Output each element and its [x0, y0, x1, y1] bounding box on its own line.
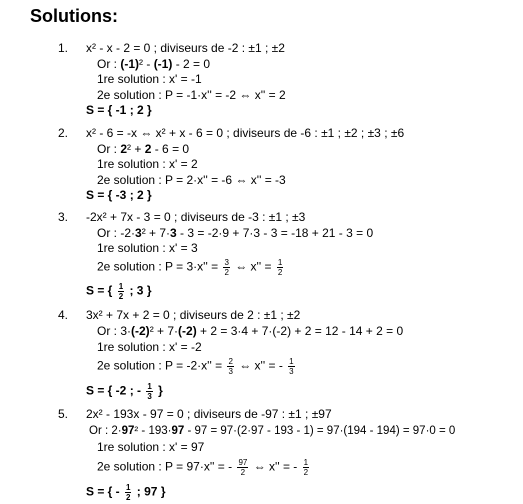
equation-line: x² - x - 2 = 0 ; diviseurs de -2 : ±1 ; ±2 — [86, 41, 285, 55]
first-solution: 1re solution : x' = 3 — [97, 241, 198, 255]
second-solution: 2e solution : P = 2·x'' = -6 ⇔ x'' = -3 — [97, 173, 286, 187]
verification-line: Or : -2·3² + 7·3 - 3 = -2·9 + 7·3 - 3 = -18 + 21 - 3 = 0 — [97, 226, 374, 240]
fraction: $\frac{1}{3}$ — [147, 382, 152, 401]
solution-set: S = { - $\frac{1}{2}$ ; 97 } — [86, 483, 166, 502]
first-solution: 1re solution : x' = 2 — [97, 157, 198, 171]
item-number: 2. — [58, 126, 69, 140]
fraction: $\frac{1}{2}$ — [126, 483, 131, 502]
item-number: 4. — [58, 308, 69, 322]
equation-line: -2x² + 7x - 3 = 0 ; diviseurs de -3 : ±1 ; ±3 — [86, 210, 306, 224]
fraction: $\frac{3}{2}$ — [224, 258, 229, 277]
page-title: Solutions: — [30, 6, 118, 26]
second-solution: 2e solution : P = 97·x'' = - $\frac{97}{2}$ ⇔ x'' = - $\frac{1}{2}$ — [97, 458, 309, 477]
first-solution: 1re solution : x' = -2 — [97, 340, 202, 354]
verification-line: Or : 2·97² - 193·97 - 97 = 97·(2·97 - 193 - 1) = 97·(194 - 194) = 97·0 = 0 — [89, 425, 456, 437]
item-number: 1. — [58, 41, 69, 55]
second-solution: 2e solution : P = -1·x'' = -2 ⇔ x'' = 2 — [97, 88, 286, 102]
second-solution: 2e solution : P = -2·x'' = $\frac{2}{3}$ ⇔ x'' = - $\frac{1}{3}$ — [97, 357, 294, 376]
solution-set: S = { -2 ; - $\frac{1}{3}$ } — [86, 382, 163, 401]
equation-line: 2x² - 193x - 97 = 0 ; diviseurs de -97 : ±1 ; ±97 — [86, 407, 332, 421]
solution-set: S = { -3 ; 2 } — [86, 188, 152, 202]
fraction: $\frac{1}{2}$ — [118, 282, 124, 301]
item-number: 5. — [58, 407, 69, 421]
verification-line: Or : (-1)² - (-1) - 2 = 0 — [97, 57, 211, 71]
equation-line: x² - 6 = -x ⇔ x² + x - 6 = 0 ; diviseurs de -6 : ±1 ; ±2 ; ±3 ; ±6 — [86, 126, 405, 140]
second-solution: 2e solution : P = 3·x'' = $\frac{3}{2}$ ⇔ x'' = $\frac{1}{2}$ — [97, 258, 283, 277]
first-solution: 1re solution : x' = -1 — [97, 72, 202, 86]
solution-set: S = { -1 ; 2 } — [86, 103, 152, 117]
item-number: 3. — [58, 210, 69, 224]
equation-line: 3x² + 7x + 2 = 0 ; diviseurs de 2 : ±1 ; ±2 — [86, 308, 301, 322]
fraction: $\frac{97}{2}$ — [238, 458, 248, 477]
fraction: $\frac{2}{3}$ — [228, 357, 233, 376]
solution-set: S = { $\frac{1}{2}$ ; 3 } — [86, 282, 152, 301]
verification-line: Or : 2² + 2 - 6 = 0 — [97, 142, 190, 156]
first-solution: 1re solution : x' = 97 — [97, 440, 205, 454]
fraction: $\frac{1}{3}$ — [289, 357, 294, 376]
fraction: $\frac{1}{2}$ — [277, 258, 283, 277]
fraction: $\frac{1}{2}$ — [303, 458, 309, 477]
verification-line: Or : 3·(-2)² + 7·(-2) + 2 = 3·4 + 7·(-2) + 2 = 12 - 14 + 2 = 0 — [97, 324, 404, 338]
